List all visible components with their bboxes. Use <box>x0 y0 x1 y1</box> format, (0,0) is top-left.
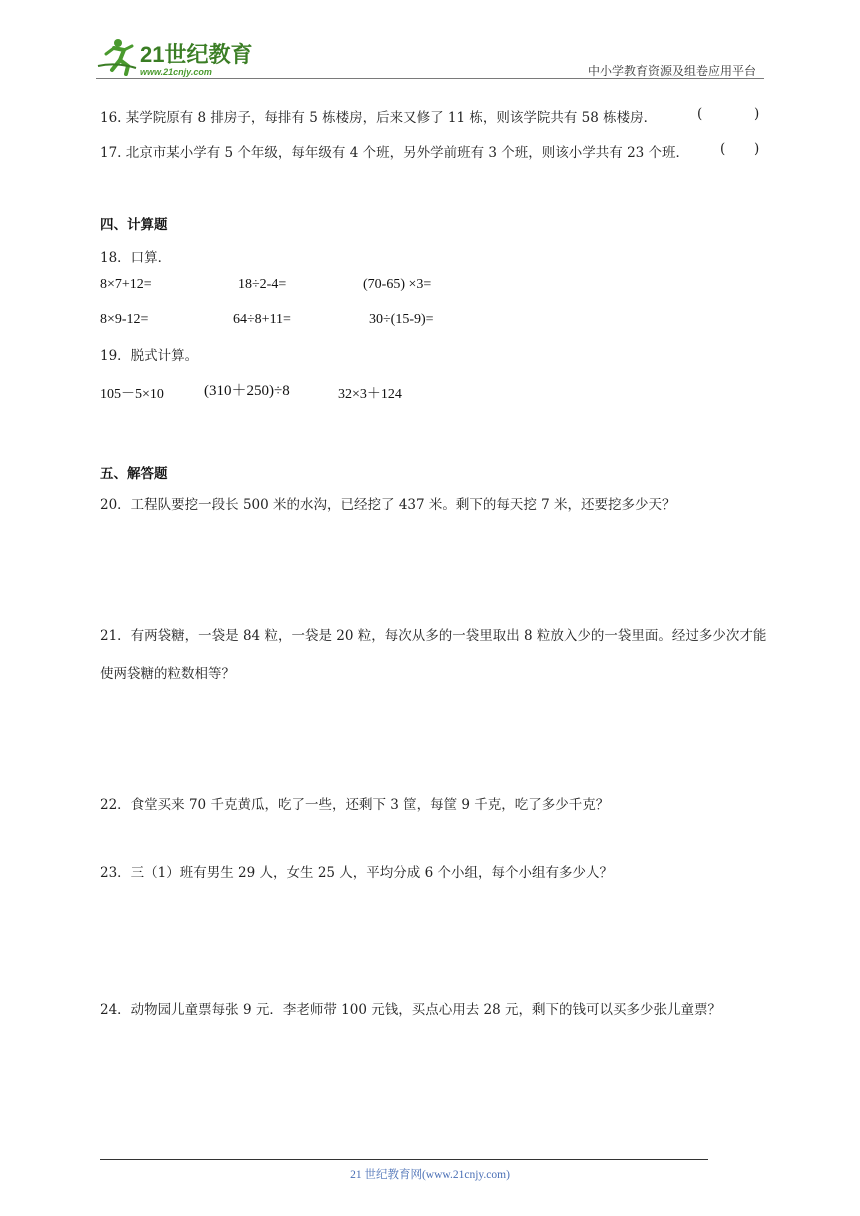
oral-calc-item: 64÷8+11= <box>233 312 291 327</box>
question-18: 18．口算． <box>100 250 172 266</box>
oral-calc-item: 8×9-12= <box>100 312 149 327</box>
step-calc-item: (310＋250)÷8 <box>204 383 290 399</box>
header-divider <box>96 78 764 79</box>
question-21: 21．有两袋糖，一袋是 84 粒，一袋是 20 粒，每次从多的一袋里取出 8 粒放入少的一袋里面。经过多少次才能使两袋糖的粒数相等？ <box>100 628 767 682</box>
logo-text: 21世纪教育 <box>140 42 253 67</box>
oral-calc-item: 18÷2-4= <box>238 277 287 292</box>
question-17: 17. 北京市某小学有 5 个年级，每年级有 4 个班，另外学前班有 3 个班，则该小学共有 23 个班． <box>100 145 690 161</box>
oral-calc-item: 8×7+12= <box>100 277 152 292</box>
footer-link[interactable]: 21 世纪教育网(www.21cnjy.com) <box>350 1169 510 1181</box>
question-16: 16. 某学院原有 8 排房子，每排有 5 栋楼房，后来又修了 11 栋，则该学院共有 58 栋楼房． <box>100 110 658 126</box>
question-22: 22．食堂买来 70 千克黄瓜，吃了一些，还剩下 3 筐，每筐 9 千克，吃了多少千克？ <box>100 797 610 813</box>
section-title-calculation: 四、计算题 <box>100 217 168 233</box>
answer-paren-open-17: ( <box>720 141 726 157</box>
question-24: 24．动物园儿童票每张 9 元．李老师带 100 元钱，买点心用去 28 元，剩下的钱可以买多少张儿童票？ <box>100 1002 721 1018</box>
step-calc-item: 32×3＋124 <box>338 387 402 402</box>
answer-paren-open-16: ( <box>697 106 703 122</box>
question-20: 20．工程队要挖一段长 500 米的水沟，已经挖了 437 米。剩下的每天挖 7 米，还要挖多少天？ <box>100 497 676 513</box>
oral-calc-item: (70-65) ×3= <box>363 277 432 292</box>
answer-paren-close-16: ) <box>754 106 760 122</box>
step-calc-item: 105－5×10 <box>100 387 164 402</box>
site-logo <box>96 36 256 80</box>
question-23: 23．三（1）班有男生 29 人，女生 25 人，平均分成 6 个小组，每个小组有多少人？ <box>100 865 613 881</box>
question-19: 19．脱式计算。 <box>100 348 199 364</box>
runner-logo-icon <box>96 36 256 80</box>
oral-calc-item: 30÷(15-9)= <box>369 312 434 327</box>
answer-paren-close-17: ) <box>754 141 760 157</box>
platform-tagline: 中小学教育资源及组卷应用平台 <box>587 64 756 78</box>
logo-url: www.21cnjy.com <box>140 67 212 77</box>
section-title-word-problems: 五、解答题 <box>100 466 168 482</box>
footer-divider <box>100 1159 708 1160</box>
